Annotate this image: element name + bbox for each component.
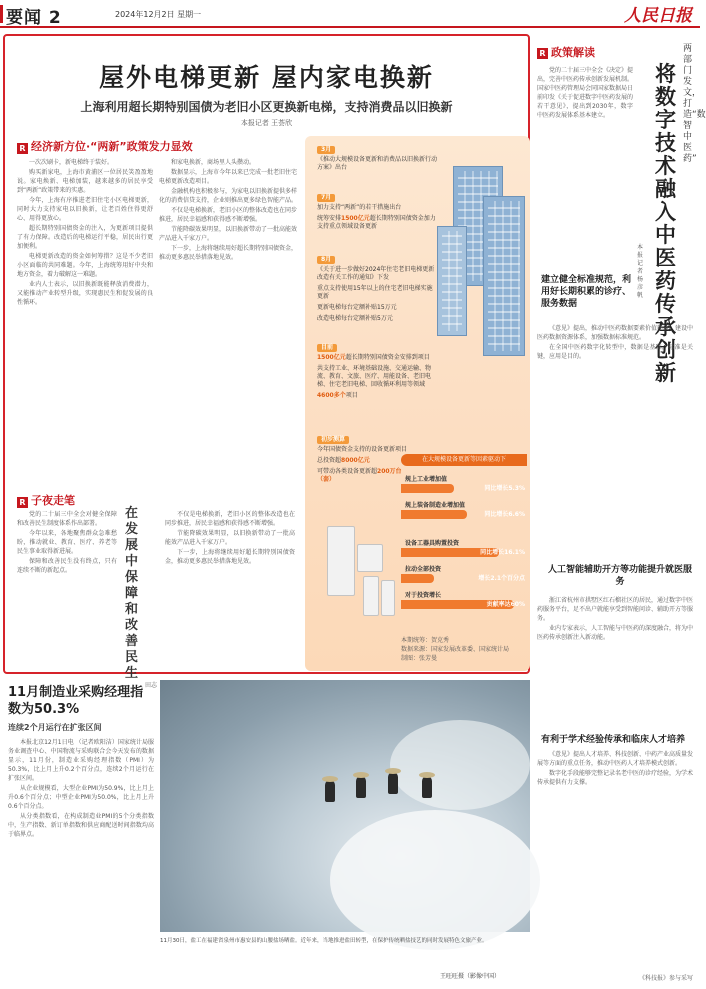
worker-hat <box>322 776 338 782</box>
indicator-label: 规上工业增加值 <box>405 476 448 483</box>
worker-figure <box>356 776 366 798</box>
worker-hat <box>419 772 435 778</box>
paragraph: 购买新家电，上海市黄浦区一位居民笑盈盈地说。家电焕新、电梯加装，越来越多的居民享受到“两新”政策带来的实惠。 <box>17 169 153 194</box>
indicator-label: 对于投资增长 <box>405 592 442 599</box>
indicator-row <box>401 498 527 524</box>
indicator-row <box>401 472 527 498</box>
timeline-text: 《推动大规模设备更新和消费品以旧换新行动方案》出台 <box>317 156 438 171</box>
speaker-illustration <box>381 580 395 616</box>
right-column <box>537 34 706 984</box>
timeline-month: 初步测算 <box>317 436 349 444</box>
credit-line: 本期统筹：贺克秀 <box>401 637 450 644</box>
right-body-3 <box>537 596 693 736</box>
credit-line: 数据来源：国家发展改革委、国家统计局 <box>401 646 510 653</box>
right-body-4 <box>537 750 693 975</box>
lead-body-col2 <box>159 158 297 483</box>
lead-subhead: 上海利用超长期特别国债为老旧小区更换新电梯，支持消费品以旧换新 <box>80 100 453 114</box>
indicator-row <box>401 562 527 588</box>
timeline-text: 共支持工业、环境基础设施、交通运输、物流、教育、文旅、医疗、用能设备、老旧电梯、住宅老旧电梯、回收循环利用等领域 <box>317 365 432 388</box>
paragraph: 节能降碳效果明显，以旧换新带动了一批高能效产品进入千家万户。 <box>165 530 295 546</box>
essay-body <box>17 510 117 670</box>
right-kicker: 两部门发文，打造“数智中医药” <box>683 44 706 164</box>
timeline-text: 加力支持“两新”的若干措施出台 <box>317 204 402 211</box>
tag-label: 经济新方位·“两新”政策发力显效 <box>31 140 193 153</box>
paragraph: 业内专家表示，人工智能与中医药的深度融合，将为中医药传承创新注入新动能。 <box>537 625 694 641</box>
paragraph: 党的二十届三中全会《决定》提出，完善中医药传承创新发展机制。国家中医药管理局会同国家数据局日前印发《关于促进数字中医药发展的若干意见》，提出到2030年，数字中医药发展体系基本建立。 <box>537 67 634 119</box>
timeline-text: 重点支持使用15年以上的住宅老旧电梯实施更新 <box>317 285 433 300</box>
lead-story-frame <box>3 34 530 689</box>
washer-illustration <box>357 544 383 572</box>
timeline-highlight: 1500亿元 <box>317 354 346 361</box>
timeline-text: 项目 <box>345 392 358 399</box>
pmi-headline: 11月制造业采购经理指数为50.3% <box>8 685 144 717</box>
timeline-text: 改造电梯每台定额补贴5万元 <box>317 315 393 322</box>
right-headline: 将数字技术融入中医药传承创新 <box>655 61 676 385</box>
lead-headline: 屋外电梯更新 屋内家电换新 <box>99 63 434 92</box>
paragraph: 今年以来，各地聚焦群众急难愁盼，推动就业、教育、医疗、养老等民生事业取得新进展。 <box>17 530 117 555</box>
right-subhead-1: 建立健全标准规范，利用好长期积累的诊疗、服务数据 <box>541 275 632 309</box>
building-illustration <box>483 196 525 356</box>
infographic-credits <box>401 636 527 663</box>
essay-author: 田志 <box>145 682 158 689</box>
fridge-illustration <box>327 526 355 596</box>
indicator-ribbon: 在大规模设备更新等因素驱动下 <box>401 454 527 466</box>
timeline-highlight: 200万台（套） <box>317 468 402 483</box>
paragraph: 《意见》提出人才培养、科技创新、中药产业高质量发展等方面的重点任务，推动中医药人才培养模式创新。 <box>537 751 694 767</box>
section-tag-essay <box>17 492 75 508</box>
essay-body-col2 <box>165 510 295 670</box>
worker-figure <box>325 780 335 802</box>
indicator-bar <box>401 510 467 519</box>
building-illustration <box>437 226 467 336</box>
timeline-month: 7月 <box>317 194 335 202</box>
salt-pile <box>390 720 530 810</box>
paragraph: 超长期特别国债资金的注入，为更新项目提供了有力保障。改造后的电梯运行平稳，居民出行更加便利。 <box>17 225 153 250</box>
worker-hat <box>353 772 369 778</box>
paragraph: 和家电换新，商场里人头攒动。 <box>171 159 256 166</box>
contributor-note: 《科技报》参与采写 <box>638 975 693 982</box>
tag-label: 政策解读 <box>551 46 595 59</box>
timeline-entry <box>317 146 437 175</box>
timeline-entry <box>317 194 437 234</box>
indicator-value: 同比增长5.3% <box>484 485 525 492</box>
paragraph: 《意见》提出，推动中医药数据要素价值释放，建设中医药数据资源体系，加强数据标准规范。 <box>537 325 694 341</box>
timeline-text: 更新电梯每台定额补贴15万元 <box>317 304 397 311</box>
lead-body-col1 <box>17 158 153 483</box>
right-byline: 本报记者 杨彦帆 <box>637 244 644 299</box>
photo-credit: 王旺旺摄（影像中国） <box>440 973 501 980</box>
masthead <box>0 0 700 28</box>
timeline-text: 超长期特别国债资金加力支持重点领域设备更新 <box>317 215 436 230</box>
timeline-text: 《关于进一步做好2024年住宅老旧电梯更新改造有关工作的通知》下发 <box>317 266 435 281</box>
paragraph: 不仅是电梯换新，老旧小区的整体改造也在同步推进，居民幸福感和获得感不断增强。 <box>165 511 295 527</box>
indicator-label: 拉动全部投资 <box>405 566 442 573</box>
indicator-value: 同比增长6.6% <box>484 511 525 518</box>
paragraph: 浙江省杭州市拱墅区红石榴社区的居民，通过数字中医药服务平台，足不出户就能享受到智能问诊、辅助开方等服务。 <box>537 597 694 622</box>
paragraph: 党的二十届三中全会对健全保障和改善民生制度体系作出部署。 <box>17 511 117 527</box>
tag-box-icon: R <box>17 143 28 154</box>
newspaper-logo: 人民日报 <box>624 6 692 26</box>
section-tag-economy <box>17 138 193 154</box>
worker-hat <box>385 768 401 774</box>
timeline-text: 总投资超 <box>317 457 342 464</box>
timeline-month: 目前 <box>317 344 337 352</box>
essay-vertical-title: 在发展中保障和改善民生 <box>125 506 139 681</box>
paragraph: 数字化手段能够完整记录名老中医的诊疗经验，为学术传承提供有力支撑。 <box>537 770 694 786</box>
indicator-value: 增长2.1个百分点 <box>478 575 525 582</box>
issue-date: 2024年12月2日 星期一 <box>115 10 202 19</box>
speaker-illustration <box>363 576 379 616</box>
paragraph: 在全国中医药数字化转型中，数据是基础，标准是关键，应用是目的。 <box>537 344 693 360</box>
indicator-label: 规上装备制造业增加值 <box>405 502 466 509</box>
right-subhead-2: 人工智能辅助开方等功能提升就医服务 <box>547 565 692 587</box>
indicator-label: 设备工器具购置投资 <box>405 540 460 547</box>
timeline-highlight: 8000亿元 <box>341 457 370 464</box>
paragraph: 下一步，上海将继续用好超长期特别国债资金，推动更多惠民举措落地见效。 <box>159 245 298 261</box>
tag-box-icon: R <box>537 48 548 59</box>
indicator-row <box>401 536 527 562</box>
indicator-bar <box>401 574 434 583</box>
timeline-text: 今年国债资金支持的设备更新项目 <box>317 446 408 453</box>
timeline-month: 3月 <box>317 146 335 154</box>
timeline-entry <box>317 436 407 487</box>
paragraph: 今年，上海有序推进老旧住宅小区电梯更新，同时大力支持家电以旧换新，让老百姓住得更舒心、用得更放心。 <box>17 197 153 222</box>
worker-figure <box>422 776 432 798</box>
indicator-value: 贡献率达60% <box>486 601 525 608</box>
tag-label: 子夜走笔 <box>31 494 75 507</box>
paragraph: 业内人士表示，以旧换新既能释放消费潜力，又能推动产业转型升级，实现惠民生和促发展的良性循环。 <box>17 281 153 306</box>
paragraph: 本报北京12月1日电 （记者欧阳洁）国家统计局服务业调查中心、中国物流与采购联合会今天发布的数据显示，11月份，制造业采购经理指数（PMI）为50.3%，比上月上升0.2个百分点，连续2个月运行在扩张区间。 <box>8 739 154 782</box>
timeline-entry <box>317 344 437 403</box>
paragraph: 从分类指数看，在构成制造业PMI的5个分类指数中，生产指数、新订单指数和供应商配送时间指数均高于临界点。 <box>8 813 154 838</box>
paragraph: 节能降碳效果明显，以旧换新带动了一批高能效产品进入千家万户。 <box>159 226 298 242</box>
timeline-highlight: 1500亿元 <box>341 215 370 222</box>
timeline-entry <box>317 256 437 326</box>
indicator-bar <box>401 484 454 493</box>
tag-box-icon: R <box>17 497 28 508</box>
paragraph: 下一步，上海将继续用好超长期特别国债资金，推动更多惠民举措落地见效。 <box>165 549 295 565</box>
paragraph: 数据显示，上海市今年以来已完成一批老旧住宅电梯更新改造项目。 <box>159 169 298 185</box>
pmi-body <box>8 738 154 983</box>
timeline-text: 统筹安排 <box>317 215 342 222</box>
credit-line: 制图：张芳曼 <box>401 655 438 662</box>
lead-byline: 本报记者 王荟欣 <box>240 119 293 127</box>
indicator-row <box>401 588 527 614</box>
paragraph: 不仅是电梯换新，老旧小区的整体改造也在同步推进，居民幸福感和获得感不断增强。 <box>159 207 298 223</box>
photo-caption: 11月30日，盐工在福建省泉州市惠安县的山腰盐场晒盐。近年来，当地推进盐田转型，在保护传统晒盐技艺的同时发展特色文旅产业。 <box>160 938 488 944</box>
paragraph: 金融机构也积极参与，为家电以旧换新提供多样化的消费信贷支持，企业则推出更多绿色智能产品。 <box>159 188 298 204</box>
right-body-intro <box>537 66 633 266</box>
timeline-text: 可带动各类设备更新超 <box>317 468 378 475</box>
worker-figure <box>388 772 398 794</box>
salt-field-photo <box>160 680 530 932</box>
right-body-2 <box>537 324 693 559</box>
timeline-highlight: 4600多个 <box>317 392 346 399</box>
paragraph: 从企业规模看，大型企业PMI为50.9%，比上月上升0.6个百分点；中型企业PMI为50.0%，比上月上升0.6个百分点。 <box>8 785 154 810</box>
paragraph: 电梯更新改造的资金如何筹措？这是不少老旧小区面临的共同难题。今年，上海统筹用好中央和地方资金，着力破解这一难题。 <box>17 253 153 278</box>
section-tag-policy <box>537 44 595 60</box>
paragraph: 一次次刷卡，新电梯终于装好。 <box>29 159 114 166</box>
paragraph: 保障和改善民生没有终点，只有连续不断的新起点。 <box>17 558 117 574</box>
timeline-text: 超长期特别国债资金安排到项目 <box>345 354 430 361</box>
salt-pile <box>330 810 540 950</box>
timeline-month: 8月 <box>317 256 335 264</box>
section-name: 要闻 2 <box>6 3 62 28</box>
infographic-panel <box>305 136 530 671</box>
pmi-subhead: 连续2个月运行在扩张区间 <box>8 723 102 732</box>
right-subhead-3: 有利于学术经验传承和临床人才培养 <box>541 735 686 745</box>
indicator-value: 同比增长16.1% <box>480 549 525 556</box>
